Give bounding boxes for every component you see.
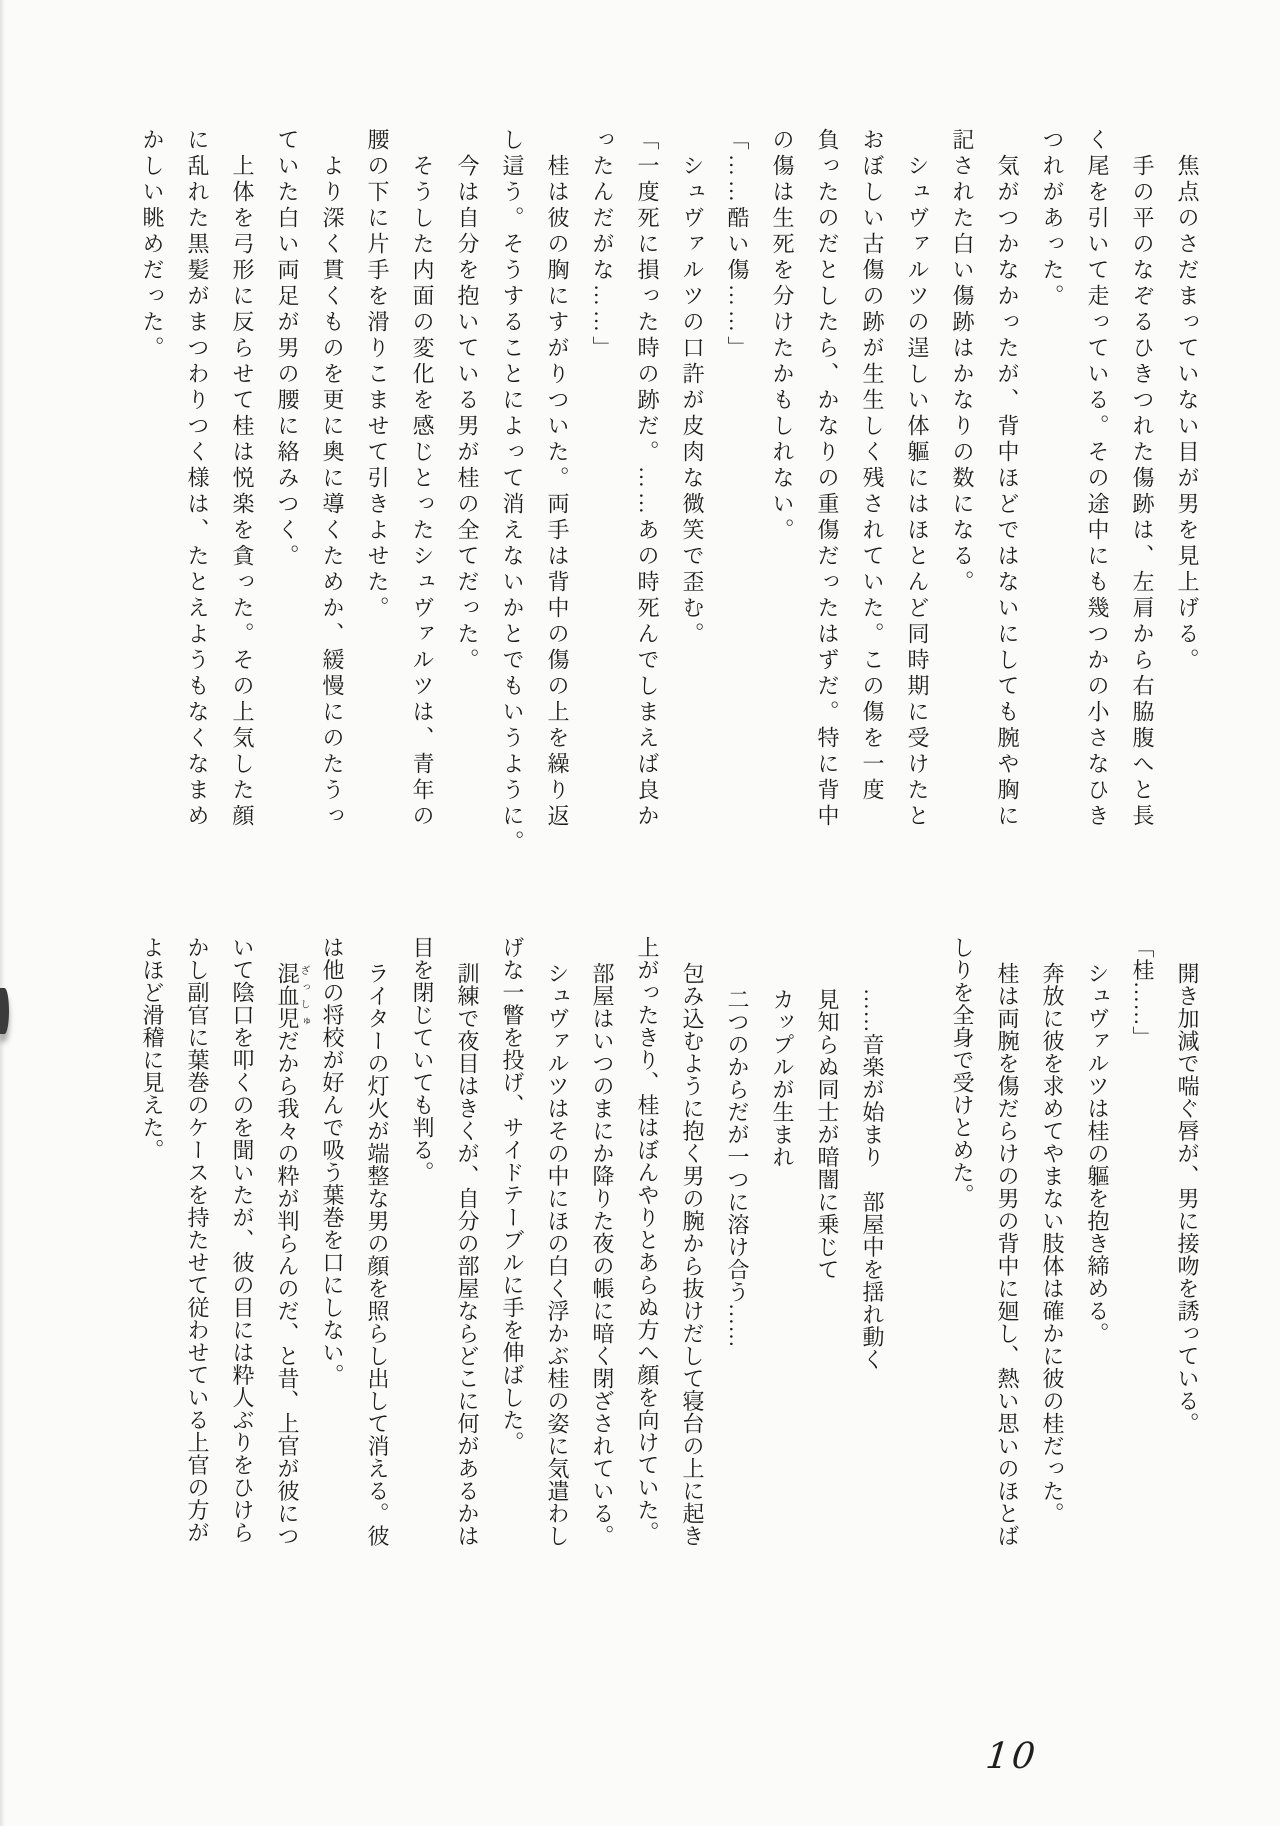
text-column: かし副官に葉巻のケースを持たせて従わせている上官の方が	[185, 936, 210, 1544]
text-column: 上体を弓形に反らせて桂は悦楽を貪った。その上気した顔	[230, 153, 255, 830]
text-column: 桂は両腕を傷だらけの男の背中に廻し、熱い思いのほとば	[995, 961, 1020, 1547]
bottom-text-block	[130, 936, 1210, 1546]
text-column: いて陰口を叩くのを聞いたが、彼の目には粋人ぶりをひけら	[230, 936, 255, 1544]
text-column: し這う。そうすることによって消えないかとでもいうように。	[500, 128, 525, 856]
text-column: 二つのからだが一つに溶け合う……	[725, 987, 750, 1348]
text-column: ったんだがな……」	[590, 128, 615, 362]
text-column: そうした内面の変化を感じとったシュヴァルツは、青年の	[410, 153, 435, 830]
text-column: 気がつかなかったが、背中ほどではないにしても腕や胸に	[995, 153, 1020, 830]
text-column: く尾を引いて走っている。その途中にも幾つかの小さなひき	[1085, 128, 1110, 830]
text-column: シュヴァルツの逞しい体軀にはほとんど同時期に受けたと	[905, 153, 930, 830]
text-column: 今は自分を抱いている男が桂の全てだった。	[455, 153, 480, 674]
text-column: ライターの灯火が端整な男の顔を照らし出して消える。彼	[365, 961, 390, 1547]
text-column: ていた白い両足が男の腰に絡みつく。	[275, 128, 300, 570]
text-column: つれがあった。	[1040, 128, 1065, 310]
text-column: しりを全身で受けとめた。	[950, 936, 975, 1206]
text-column: 上がったきり、桂はぼんやりとあらぬ方へ顔を向けていた。	[635, 936, 660, 1544]
scan-edge-shadow	[0, 0, 5, 1826]
text-column: 手の平のなぞるひきつれた傷跡は、左肩から右脇腹へと長	[1130, 153, 1155, 830]
text-column: 桂は彼の胸にすがりついた。両手は背中の傷の上を繰り返	[545, 153, 570, 830]
text-column: 記された白い傷跡はかなりの数になる。	[950, 128, 975, 596]
text-column: 焦点のさだまっていない目が男を見上げる。	[1175, 153, 1200, 674]
text-column: 見知らぬ同士が暗闇に乗じて	[815, 987, 840, 1281]
text-column: ……音楽が始まり 部屋中を揺れ動く	[860, 987, 885, 1371]
text-column: 部屋はいつのまにか降りた夜の帳に暗く閉ざされている。	[590, 961, 615, 1547]
text-column: かしい眺めだった。	[140, 128, 165, 362]
text-column: 包み込むように抱く男の腕から抜けだして寝台の上に起き	[680, 961, 705, 1547]
text-column: 腰の下に片手を滑りこませて引きよせた。	[365, 128, 390, 622]
text-column: 負ったのだとしたら、かなりの重傷だったはずだ。特に背中	[815, 128, 840, 830]
text-column: より深く貫くものを更に奥に導くためか、緩慢にのたうっ	[320, 153, 345, 830]
text-column: 開き加減で喘ぐ唇が、男に接吻を誘っている。	[1175, 961, 1200, 1435]
text-column: よほど滑稽に見えた。	[140, 936, 165, 1161]
text-column: おぼしい古傷の跡が生生しく残されていた。この傷を一度	[860, 128, 885, 804]
text-column-ruby: 混血児ざっしゅだから我々の粋が判らんのだ、と昔、上官が彼につ	[275, 961, 309, 1547]
scan-artifact-blob	[0, 988, 9, 1034]
text-column: シュヴァルツの口許が皮肉な微笑で歪む。	[680, 153, 705, 648]
text-column: 目を閉じていても判る。	[410, 936, 435, 1184]
text-column: 奔放に彼を求めてやまない肢体は確かに彼の桂だった。	[1040, 961, 1065, 1525]
text-column: カップルが生まれ	[770, 987, 795, 1168]
text-column: シュヴァルツはその中にほの白く浮かぶ桂の姿に気遣わし	[545, 961, 570, 1547]
text-column: 訓練で夜目はきくが、自分の部屋ならどこに何があるかは	[455, 961, 480, 1547]
text-column: に乱れた黒髪がまつわりつく様は、たとえようもなくなまめ	[185, 128, 210, 830]
text-column: 「一度死に損った時の跡だ。……あの時死んでしまえば良か	[635, 128, 660, 830]
page-number: 10	[983, 1736, 1040, 1777]
text-column: の傷は生死を分けたかもしれない。	[770, 128, 795, 544]
text-column: 「……酷い傷……」	[725, 128, 750, 362]
text-column: 「桂……」	[1130, 936, 1155, 1049]
top-text-block	[130, 128, 1210, 856]
text-column: シュヴァルツは桂の軀を抱き締める。	[1085, 961, 1110, 1345]
text-column: げな一瞥を投げ、サイドテーブルに手を伸ばした。	[500, 936, 525, 1454]
text-column: は他の将校が好んで吸う葉巻を口にしない。	[320, 936, 345, 1386]
